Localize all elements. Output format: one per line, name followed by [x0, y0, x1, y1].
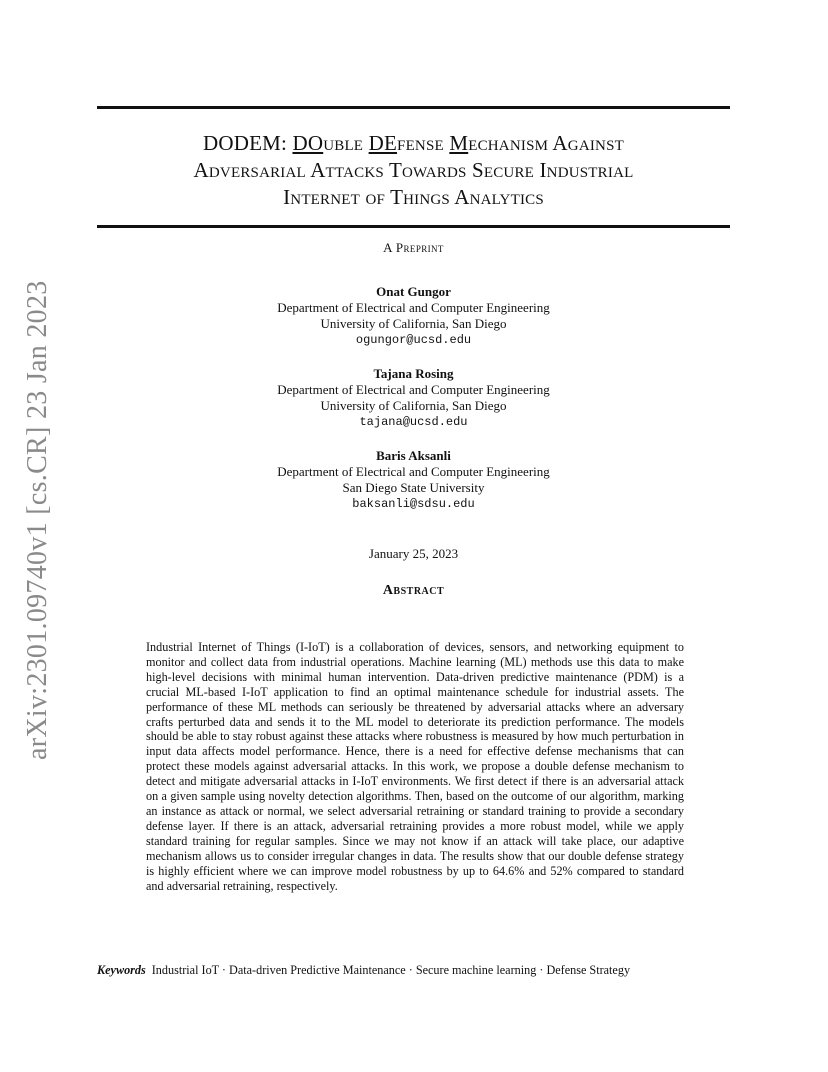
abstract-text: Industrial Internet of Things (I-IoT) is a collaboration of devices, sensors, and networking equipment to monitor and collect data from industrial operations. Machine learning (ML) methods use this data to make high-level decisions with minimal human intervention. Data-driven predictive maintenance (PDM) is a crucial ML-based I-IoT application to find an optimal maintenance schedule for industrial assets. The performance of these ML methods can seriously be threatened by adversarial attacks where an adversary crafts perturbed data and sends it to the ML model to deteriorate its prediction performance. The models should be able to stay robust against these attacks where robustness is measured by how much perturbation in input data affects model performance. Hence, there is a need for effective defense mechanisms that can protect these models against adversarial attacks. In this work, we propose a double defense mechanism to detect and mitigate adversarial attacks in I-IoT environments. We first detect if there is an adversarial attack on a given sample using novelty detection algorithms. Then, based on the outcome of our algorithm, marking an instance as attack or normal, we select adversarial retraining or standard training to provide a secondary defense layer. If there is an attack, adversarial retraining provides a more robust model, while we apply standard training for regular samples. Since we may not know if an attack will take place, our adaptive mechanism allows us to consider irregular changes in data. The results show that our double defense strategy is highly efficient where we can improve model robustness by up to 64.6% and 52% compared to standard and adversarial retraining, respectively. — [146, 640, 684, 893]
author-department: Department of Electrical and Computer Engineering — [277, 382, 550, 397]
title-line-1: DODEM: DOuble DEfense Mechanism Against — [202, 131, 624, 155]
title-rule-top — [97, 106, 730, 109]
author-email[interactable]: ogungor@ucsd.edu — [355, 333, 472, 347]
publication-date: January 25, 2023 — [368, 546, 459, 561]
author-email[interactable]: tajana@ucsd.edu — [359, 415, 468, 429]
author-block — [97, 366, 730, 430]
arxiv-sidebar-id: arXiv:2301.09740v1 [cs.CR] 23 Jan 2023 — [22, 280, 53, 760]
author-university: University of California, San Diego — [320, 316, 507, 331]
author-email[interactable]: baksanli@sdsu.edu — [352, 497, 475, 511]
abstract-heading: Abstract — [382, 583, 445, 598]
author-name: Onat Gungor — [376, 284, 451, 299]
title-line-3: Internet of Things Analytics — [283, 185, 544, 209]
keywords-label: Keywords — [97, 963, 146, 977]
author-university: San Diego State University — [342, 480, 485, 495]
author-department: Department of Electrical and Computer Engineering — [277, 464, 550, 479]
author-department: Department of Electrical and Computer Engineering — [277, 300, 550, 315]
author-block — [97, 448, 730, 512]
author-name: Tajana Rosing — [373, 366, 454, 381]
author-block — [97, 284, 730, 348]
author-name: Baris Aksanli — [376, 448, 451, 463]
keywords-list: Industrial IoT · Data-driven Predictive Maintenance · Secure machine learning · Defense Strategy — [151, 963, 631, 977]
preprint-label: A Preprint — [383, 240, 444, 255]
title-line-2: Adversarial Attacks Towards Secure Industrial — [193, 158, 634, 182]
paper-title — [97, 130, 730, 211]
keywords-line — [97, 962, 730, 978]
author-university: University of California, San Diego — [320, 398, 507, 413]
title-rule-bottom — [97, 225, 730, 228]
